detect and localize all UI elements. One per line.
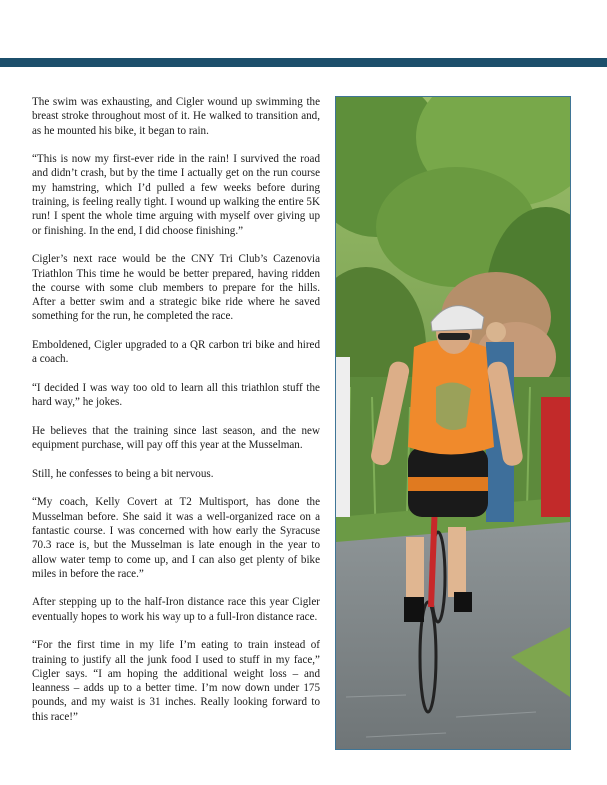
article-paragraph: The swim was exhausting, and Cigler wound up swimming the breast stroke throughout most of it. He walked to transition and, as he mounted his bike, it began to rain.: [32, 96, 320, 137]
article-paragraph: “I decided I was way too old to learn all this triathlon stuff the hard way,” he jokes.: [32, 381, 320, 409]
header-band: [0, 58, 607, 67]
article-paragraph: “For the first time in my life I’m eating to train instead of training to justify all the junk food I used to stuff in my face,” Cigler says. “I am hoping the additional weight loss – and leanness – adds up to a better time. I’m now down under 175 pounds, and my waist is 31 inches. Really looking forward to this race!”: [32, 639, 320, 723]
article-paragraph: He believes that the training since last season, and the new equipment purchase, will pay off this year at the Musselman.: [32, 424, 320, 452]
article-paragraph: “My coach, Kelly Covert at T2 Multisport, has done the Musselman before. She said it was a well-organized race on a fantastic course. I was concerned with how early the Syracuse 70.3 race is, but the Musselman is late enough in the year to allow water temp to come up, and I can also get plenty of bike miles in before the race.”: [32, 496, 320, 580]
cyclist-photo: [335, 96, 571, 750]
article-paragraph: Cigler’s next race would be the CNY Tri Club’s Cazenovia Triathlon This time he would be better prepared, having ridden the course with some club members to prepare for the hills. After a better swim and a strategic bike ride where he saved something for the run, he completed the race.: [32, 253, 320, 323]
article-column: [32, 95, 320, 738]
article-paragraph: Emboldened, Cigler upgraded to a QR carbon tri bike and hired a coach.: [32, 339, 320, 366]
article-paragraph: “This is now my first-ever ride in the rain! I survived the road and didn’t crash, but by the time I actually get on the run course my hamstring, which I’d pulled a few weeks before during training, is feeling really tight. I wound up walking the entire 5K run! I spent the whole time arguing with myself over giving up or finishing. In the end, I did choose finishing.”: [32, 153, 320, 237]
article-paragraph: After stepping up to the half-Iron distance race this year Cigler eventually hopes to work his way up to a full-Iron distance race.: [32, 596, 320, 623]
article-paragraph: Still, he confesses to being a bit nervous.: [32, 467, 214, 480]
